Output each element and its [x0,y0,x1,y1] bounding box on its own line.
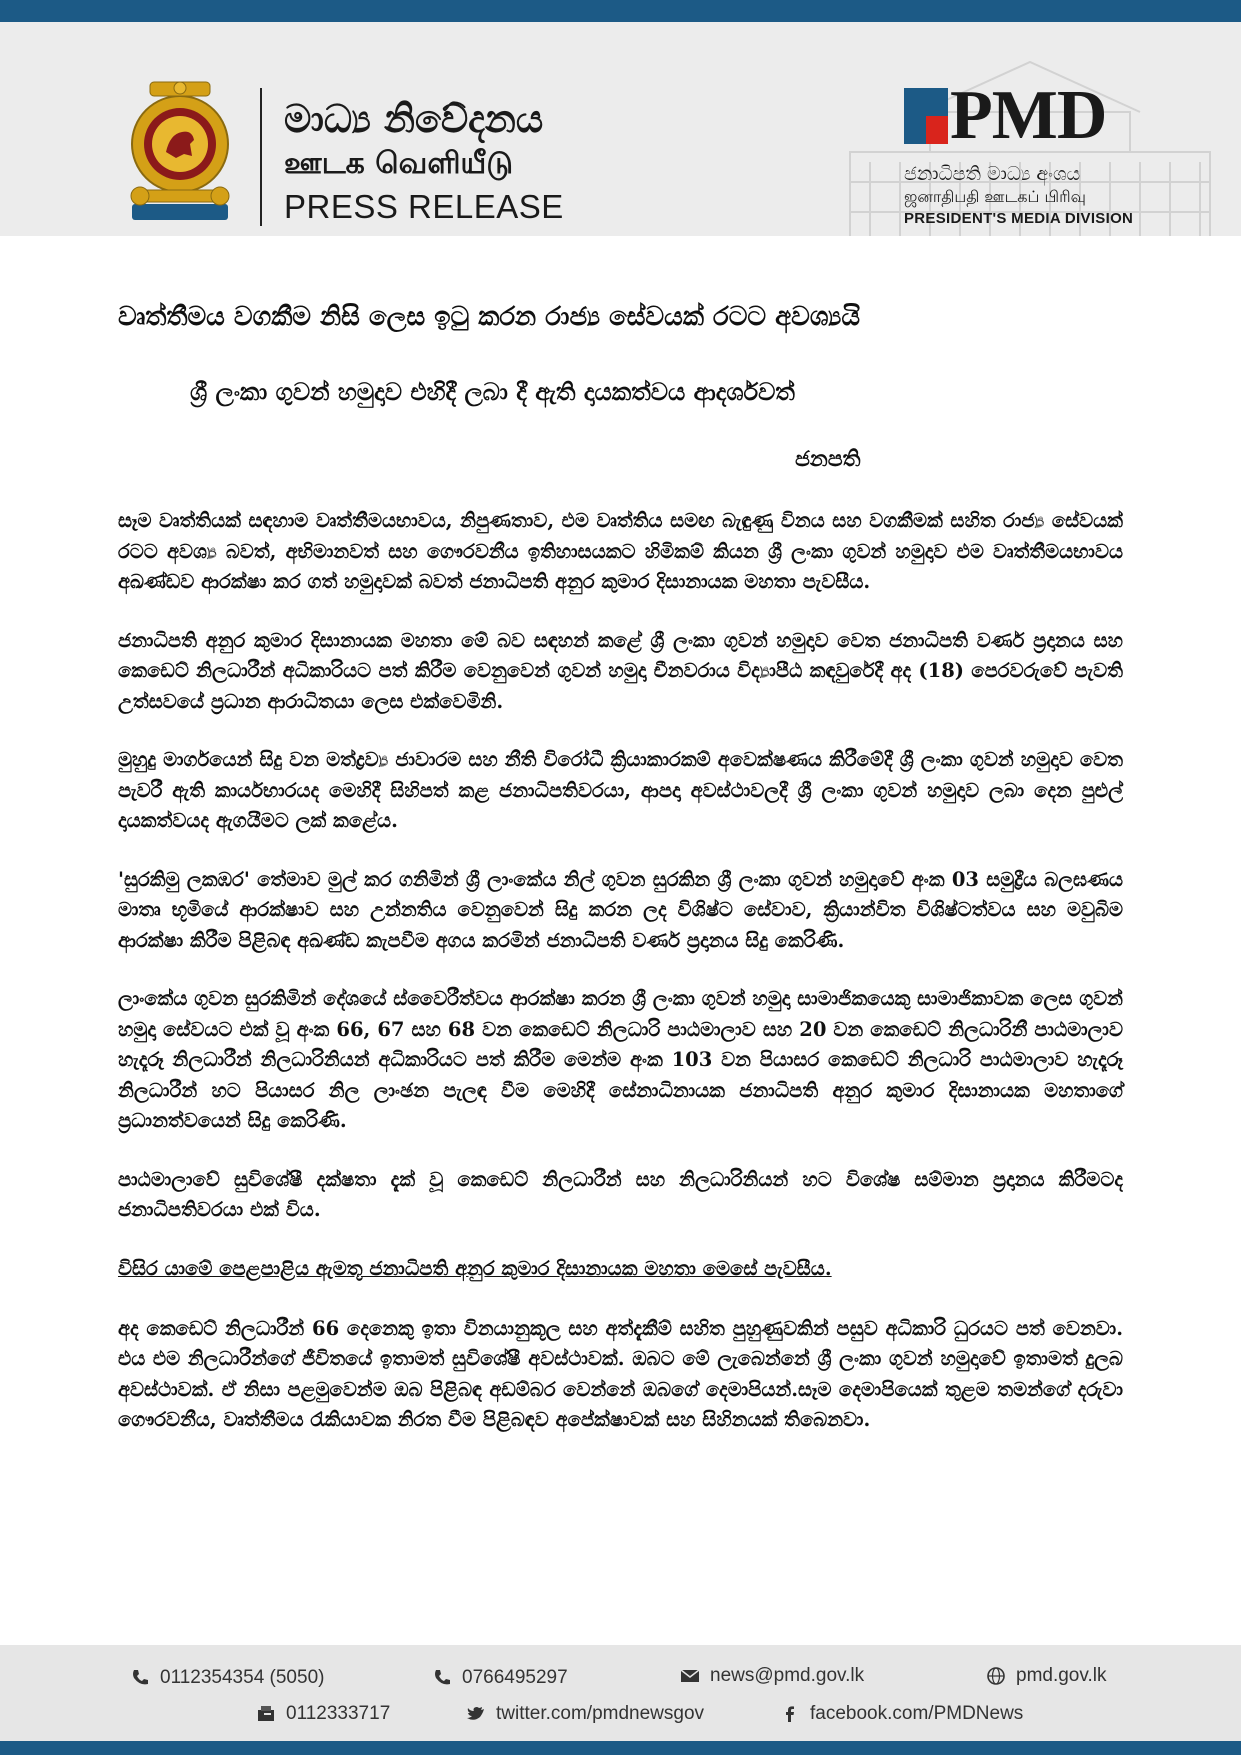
article-body [118,506,1123,1464]
twitter-handle: twitter.com/pmdnewsgov [496,1703,705,1724]
twitter-icon [466,1704,486,1724]
quote-paragraph: අද කෙඩෙට් නිලධාරීන් 66 දෙනෙකු ඉතා විනයානුකූල සහ අත්දැකීම් සහිත පුහුණුවකින් පසුව අධිකාරි ධුරයට පත් වෙනවා. එය එම නිලධාරීන්ගේ ජීවිතයේ ඉතාමත් සුවිශේෂී අවස්ථාවක්. ඔබට මේ ලැබෙන්නේ ශ්‍රී ලංකා ගුවන් හමුදාවේ ඉතාමත් දුලබ අවස්ථාවක්. ඒ නිසා පළමුවෙන්ම ඔබ පිළිබඳ අඩම්බර වෙන්නේ ඔබගේ දෙමාපියන්.සෑම දෙමාපියෙක් තුළම තමන්ගේ දරුවා ගෞරවනීය, වෘත්තීමය රැකියාවක නිරත වීම පිළිබඳව අපේක්ෂාවක් සහ සිහිනයක් තිබෙනවා. [118,1316,1123,1431]
contact-twitter[interactable] [466,1703,704,1725]
sri-lanka-emblem-icon [126,78,234,224]
press-release-sinhala: මාධ්‍ය නිවේදනය [284,97,544,141]
article-paragraph: ලාංකේය ගුවන සුරකිමින් දේශයේ ස්වෛරීත්වය ආරක්ෂා කරන ශ්‍රී ලංකා ගුවන් හමුදා සාමාජිකයෙකු සාමාජිකාවක ලෙස ගුවන් හමුදා සේවයට එක් වූ අංක 66, 67 සහ 68 වන කෙඩෙට් නිලධාරි පාඨමාලාව සහ 20 වන කෙඩෙට් නිලධාරිනී පාඨමාලාව හැදෑරූ නිලධාරීන් නිලධාරිනියන් අධිකාරියට පත් කිරීම මෙන්ම අංක 103 වන පියාසර කෙඩෙට් නිලධාරි පාඨමාලාව හැදෑරූ නිලධාරීන් හට පියාසර නිල ලාංඡන පැලඳ වීම මෙහිදී සේනාධිනායක ජනාධිපති අනුර කුමාර දිසානායක මහතාගේ ප්‍රධානත්වයෙන් සිදු කෙරිණි. [118,987,1123,1132]
quote-heading: විසිර යාමේ පෙළපාළිය ඇමතූ ජනාධිපති අනුර කුමාර දිසානායක මහතා මෙසේ පැවසීය. [118,1256,832,1280]
contact-phone[interactable] [130,1667,324,1689]
mobile-icon [432,1668,452,1688]
website-url: pmd.gov.lk [1016,1665,1107,1686]
article-paragraph: සෑම වෘත්තියක් සඳහාම වෘත්තීමයභාවය, නිපුණතාව, එම වෘත්තිය සමඟ බැඳුණු විනය සහ වගකීමක් සහිත රාජ්‍ය සේවයක් රටට අවශ්‍ය බවත්, අභිමානවත් සහ ගෞරවනීය ඉතිහාසයකට හිමිකම් කියන ශ්‍රී ලංකා ගුවන් හමුදාව එම වෘත්තීමයභාවය අඛණ්ඩව ආරක්ෂා කර ගත් හමුදාවක් බවත් ජනාධිපති අනුර කුමාර දිසානායක මහතා පැවසීය. [118,509,1123,593]
contact-fax[interactable] [256,1703,390,1725]
contact-website[interactable] [986,1665,1106,1687]
contact-mobile[interactable] [432,1667,568,1689]
globe-icon [986,1666,1006,1686]
pmd-division-names [904,162,1133,230]
top-brand-bar [0,0,1241,22]
article-paragraph: ජනාධිපති අනුර කුමාර දිසානායක මහතා මේ බව සඳහන් කළේ ශ්‍රී ලංකා ගුවන් හමුදාව වෙත ජනාධිපති වර්ණ ප්‍රදානය සහ කෙඩෙට් නිලධාරීන් අධිකාරියට පත් කිරීම වෙනුවෙන් ගුවන් හමුදා චීනවරාය විද්‍යාපීඨ කඳවුරේදී අද (18) පෙරවරුවේ පැවති උත්සවයේ ප්‍රධාන ආරාධිතයා ලෙස එක්වෙමිනි. [118,628,1123,713]
article-paragraph: පාඨමාලාවේ සුවිශේෂී දක්ෂතා දැක් වූ කෙඩෙට් නිලධාරීන් සහ නිලධාරිනියන් හට විශේෂ සම්මාන ප්‍රදානය කිරීමටද ජනාධිපතිවරයා එක් විය. [118,1167,1123,1221]
article-paragraph: 'සුරකිමු ලකඹර' තේමාව මුල් කර ගනිමින් ශ්‍රී ලාංකේය නිල් ගුවන සුරකින ශ්‍රී ලංකා ගුවන් හමුදාවේ අංක 03 සමුද්‍රීය බලඝණය මාතෘ භූමියේ ආරක්ෂාව සහ උන්නතිය වෙනුවෙන් සිදු කරන ලද විශිෂ්ට සේවාව, ක්‍රියාන්විත විශිෂ්ටත්වය සහ මවුබිම ආරක්ෂා කිරීම පිළිබඳ අඛණ්ඩ කැපවීම අගය කරමින් ජනාධිපති වර්ණ ප්‍රදානය සිදු කෙරිණි. [118,867,1123,952]
bottom-brand-bar [0,1741,1241,1755]
article-title: වෘත්තීමය වගකීම නිසි ලෙස ඉටු කරන රාජ්‍ය සේවයක් රටට අවශ්‍යයි [118,302,861,332]
header-divider [260,88,262,226]
fax-icon [256,1704,276,1724]
division-name-tamil: ஜனாதிபதி ஊடகப் பிரிவு [904,187,1086,206]
phone-icon [130,1668,150,1688]
press-release-english: PRESS RELEASE [284,188,564,225]
email-address: news@pmd.gov.lk [710,1665,865,1686]
article-byline: ජනපති [795,446,861,472]
facebook-page: facebook.com/PMDNews [810,1703,1024,1724]
contact-email[interactable] [680,1665,864,1687]
mobile-number: 0766495297 [462,1667,568,1688]
fax-number: 0112333717 [286,1703,391,1724]
press-release-titles [284,94,564,230]
phone-number: 0112354354 (5050) [160,1667,325,1688]
pmd-logo-text: PMD [950,77,1107,154]
press-release-tamil: ஊடக வெளியீடு [284,146,513,181]
article-subtitle: ශ්‍රී ලංකා ගුවන් හමුදාව එහිදී ලබා දී ඇති දායකත්වය ආදර්ශවත් [190,377,795,406]
contact-facebook[interactable] [780,1703,1023,1725]
press-release-header [0,22,1241,236]
pmd-logo-red-block [926,116,948,144]
facebook-icon [780,1704,800,1724]
division-name-sinhala: ජනාධිපති මාධ්‍ය අංශය [904,163,1081,185]
mail-icon [680,1666,700,1686]
contact-footer [0,1645,1241,1741]
division-name-english: PRESIDENT'S MEDIA DIVISION [904,210,1134,227]
article-paragraph: මුහුදු මාර්ගයෙන් සිදු වන මත්ද්‍රව්‍ය ජාවාරම සහ නීති විරෝධී ක්‍රියාකාරකම් අවෙක්ෂණය කිරීමේදී ශ්‍රී ලංකා ගුවන් හමුදාව වෙත පැවරී ඇති කාර්යභාරයද මෙහිදී සිහිපත් කළ ජනාධිපතිවරයා, ආපදා අවස්ථාවලදී ශ්‍රී ලංකා ගුවන් හමුදාව ලබා දෙන පුළුල් දායකත්වයද ඇගයීමට ලක් කළේය. [118,748,1123,832]
